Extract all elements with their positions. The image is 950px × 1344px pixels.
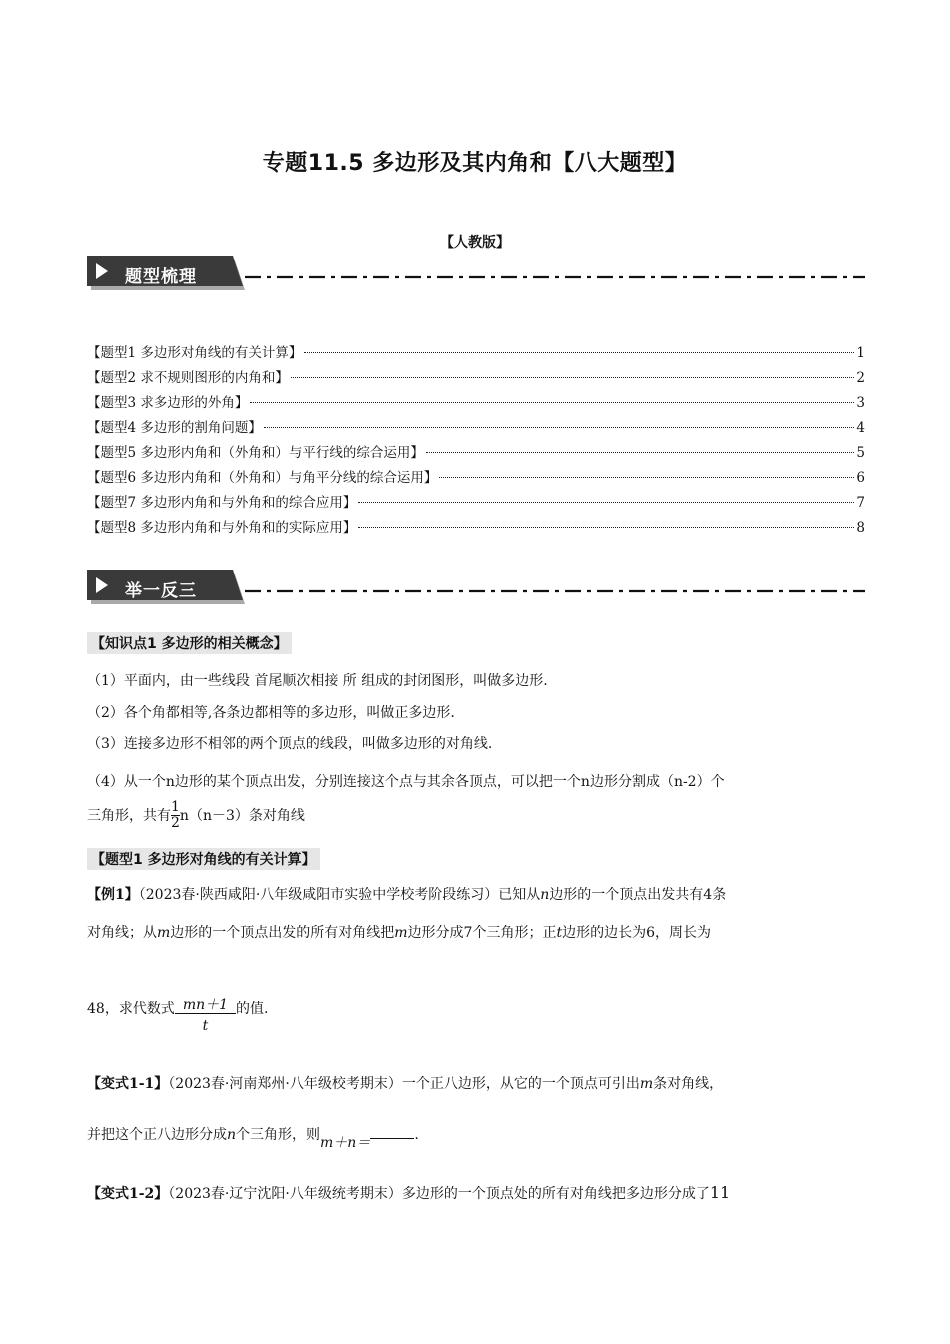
toc-entry[interactable]: 【题型2 求不规则图形的内角和】 2 <box>87 370 865 386</box>
example-tag: 【例1】 <box>87 887 139 903</box>
knowledge-paragraph: （2）各个角都相等,各条边都相等的多边形，叫做正多边形. <box>87 705 455 721</box>
dash-dot-divider <box>245 275 865 279</box>
answer-blank[interactable] <box>370 1138 414 1139</box>
variant-tag: 【变式1-2】 <box>87 1186 169 1202</box>
fraction-one-half: $\frac{1}{2}$ <box>171 799 180 832</box>
toc-entry[interactable]: 【题型8 多边形内角和与外角和的实际应用】 8 <box>87 520 865 536</box>
fraction-expression: $\frac{mn+1}{t}$ <box>175 998 236 1035</box>
knowledge-paragraph: （3）连接多边形不相邻的两个顶点的线段，叫做多边形的对角线. <box>87 736 493 752</box>
dash-dot-divider <box>245 589 865 593</box>
page-title: 专题11.5 多边形及其内角和【八大题型】 <box>262 151 688 176</box>
knowledge-paragraph: 三角形，共有 $\frac{1}{2}$ n（n－3）条对角线 <box>87 799 305 832</box>
knowledge-paragraph: （4）从一个n边形的某个顶点出发，分别连接这个点与其余各顶点，可以把一个n边形分割成（n-2）个 <box>87 774 725 790</box>
toc-entry[interactable]: 【题型5 多边形内角和（外角和）与平行线的综合运用】 5 <box>87 445 865 461</box>
variant11-line: 【变式1-1】（2023春·河南郑州·八年级校考期末）一个正八边形，从它的一个顶点可引出m条对角线， <box>87 1076 724 1092</box>
section-header-summary <box>87 256 865 290</box>
toc-entry[interactable]: 【题型1 多边形对角线的有关计算】 1 <box>87 345 865 361</box>
example1-line: 【例1】（2023春·陕西咸阳·八年级咸阳市实验中学校考阶段练习）已知从n边形的一个顶点出发共有4条 <box>87 887 727 903</box>
toc-entry[interactable]: 【题型3 求多边形的外角】 3 <box>87 395 865 411</box>
table-of-contents <box>87 341 865 541</box>
variant12-line: 【变式1-2】（2023春·辽宁沈阳·八年级统考期末）多边形的一个顶点处的所有对角线把多边形分成了11 <box>87 1183 731 1202</box>
section-title: 举一反三 <box>125 581 197 601</box>
variant-tag: 【变式1-1】 <box>87 1076 169 1092</box>
edition-label: 【人教版】 <box>440 235 510 251</box>
section-title: 题型梳理 <box>125 267 197 287</box>
toc-entry[interactable]: 【题型6 多边形内角和（外角和）与角平分线的综合运用】 6 <box>87 470 865 486</box>
toc-entry[interactable]: 【题型4 多边形的割角问题】 4 <box>87 420 865 436</box>
example1-line: 48，求代数式 $\frac{mn+1}{t}$ 的值. <box>87 997 269 1035</box>
knowledge-paragraph: （1）平面内，由一些线段 首尾顺次相接 所 组成的封闭图形，叫做多边形. <box>87 673 548 689</box>
section-header-practice <box>87 570 865 604</box>
toc-entry[interactable]: 【题型7 多边形内角和与外角和的综合应用】 7 <box>87 495 865 511</box>
example1-line: 对角线；从m边形的一个顶点出发的所有对角线把m边形分成7个三角形；正t边形的边长为6，周长为 <box>87 925 712 941</box>
knowledge-heading: 【知识点1 多边形的相关概念】 <box>87 632 292 654</box>
variant11-line: 并把这个正八边形分成n个三角形，则m＋n＝ . <box>87 1127 419 1151</box>
type1-heading: 【题型1 多边形对角线的有关计算】 <box>87 848 320 870</box>
